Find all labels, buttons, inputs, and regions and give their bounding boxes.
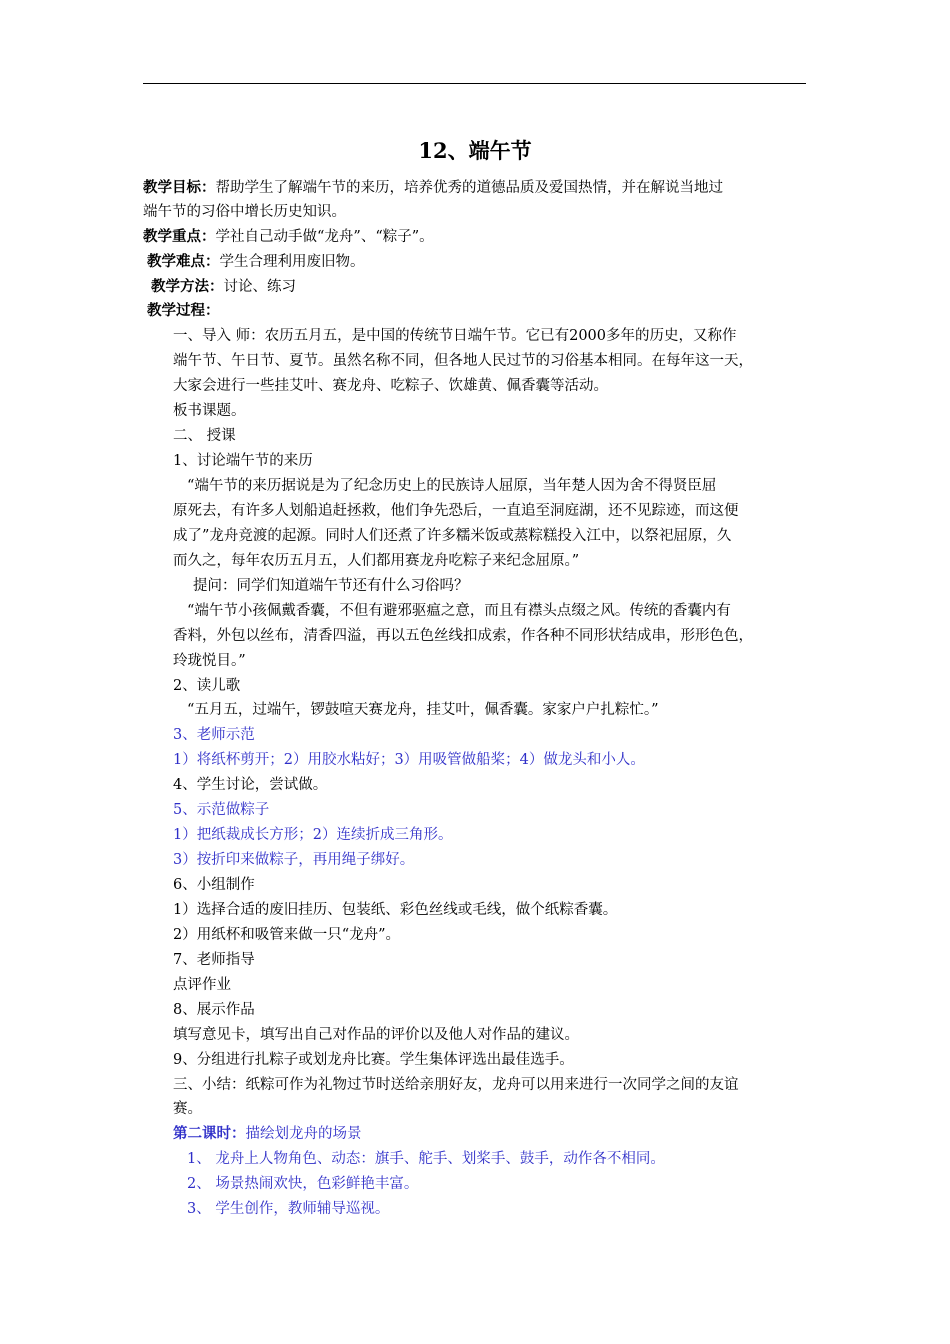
- lesson2-line: [173, 1124, 362, 1144]
- lesson2-text: 描绘划龙舟的场景: [245, 1126, 362, 1142]
- focus-text: 学社自己动手做“龙舟”、“粽子”。: [215, 229, 434, 245]
- method-label: 教学方法：: [151, 278, 224, 295]
- lesson2-label: 第二课时：: [173, 1125, 246, 1142]
- lesson2-item: 1、 龙舟上人物角色、动态：旗手、舵手、划桨手、鼓手，动作各不相同。: [187, 1151, 665, 1167]
- goal-line-2: 端午节的习俗中增长历史知识。: [143, 204, 346, 220]
- song-title: 2、读儿歌: [173, 678, 241, 694]
- intro-line: 二、 授课: [173, 428, 236, 444]
- step-line: 1）选择合适的废旧挂历、包装纸、彩色丝线或毛线，做个纸粽香囊。: [173, 902, 618, 918]
- lesson2-item: 2、 场景热闹欢快，色彩鲜艳丰富。: [187, 1176, 419, 1192]
- sachet-line: “端午节小孩佩戴香囊，不但有避邪驱瘟之意，而且有襟头点缀之风。传统的香囊内有: [187, 603, 731, 619]
- difficulty-label: 教学难点：: [147, 253, 220, 270]
- intro-line: 板书课题。: [173, 403, 246, 419]
- sachet-line: 玲珑悦目。”: [173, 653, 246, 669]
- step-line: 三、小结：纸粽可作为礼物过节时送给亲朋好友，龙舟可以用来进行一次同学之间的友谊: [173, 1077, 739, 1093]
- intro-line: 端午节、午日节、夏节。虽然名称不同，但各地人民过节的习俗基本相同。在每年这一天，: [173, 353, 753, 369]
- lesson2-item: 3、 学生创作，教师辅导巡视。: [187, 1201, 390, 1217]
- story-line: 而久之，每年农历五月五，人们都用赛龙舟吃粽子来纪念屈原。”: [173, 553, 580, 569]
- step-line: 7、老师指导: [173, 952, 255, 968]
- story-line: 原死去，有许多人划船追赶拯救，他们争先恐后，一直追至洞庭湖，还不见踪迹，而这便: [173, 503, 739, 519]
- method-text: 讨论、练习: [223, 279, 296, 295]
- step-line: 1）将纸杯剪开；2）用胶水粘好；3）用吸管做船桨；4）做龙头和小人。: [173, 752, 645, 768]
- story-line: 成了”龙舟竞渡的起源。同时人们还煮了许多糯米饭或蒸粽糕投入江中，以祭祀屈原，久: [173, 528, 732, 544]
- page-title: 12、端午节: [418, 138, 532, 163]
- focus-line: [143, 227, 434, 247]
- intro-line: 大家会进行一些挂艾叶、赛龙舟、吃粽子、饮雄黄、佩香囊等活动。: [173, 378, 608, 394]
- intro-line: 1、讨论端午节的来历: [173, 453, 313, 469]
- goal-label: 教学目标：: [143, 179, 216, 196]
- focus-label: 教学重点：: [143, 228, 216, 245]
- step-line: 3）按折印来做粽子，再用绳子绑好。: [173, 852, 415, 868]
- goal-text-1: 帮助学生了解端午节的来历，培养优秀的道德品质及爱国热情，并在解说当地过: [215, 180, 723, 196]
- step-line: 5、示范做粽子: [173, 802, 270, 818]
- question-line: 提问：同学们知道端午节还有什么习俗吗？: [193, 578, 469, 594]
- difficulty-text: 学生合理利用废旧物。: [219, 254, 365, 270]
- step-line: 4、学生讨论，尝试做。: [173, 777, 328, 793]
- step-line: 赛。: [173, 1101, 202, 1117]
- header-rule: [143, 83, 806, 84]
- step-line: 点评作业: [173, 977, 231, 993]
- step-line: 2）用纸杯和吸管来做一只“龙舟”。: [173, 927, 401, 943]
- difficulty-line: [147, 252, 365, 272]
- step-line: 8、展示作品: [173, 1002, 255, 1018]
- step-line: 1）把纸裁成长方形；2）连续折成三角形。: [173, 827, 453, 843]
- step-line: 9、分组进行扎粽子或划龙舟比赛。学生集体评选出最佳选手。: [173, 1052, 574, 1068]
- sachet-line: 香料，外包以丝布，清香四溢，再以五色丝线扣成索，作各种不同形状结成串，形形色色，: [173, 628, 753, 644]
- process-label: 教学过程：: [147, 302, 220, 319]
- song-text: “五月五，过端午，锣鼓喧天赛龙舟，挂艾叶，佩香囊。家家户户扎粽忙。”: [187, 702, 659, 718]
- step-line: 6、小组制作: [173, 877, 255, 893]
- story-line: “端午节的来历据说是为了纪念历史上的民族诗人屈原，当年楚人因为舍不得贤臣屈: [187, 478, 717, 494]
- step-line: 填写意见卡，填写出自己对作品的评价以及他人对作品的建议。: [173, 1027, 579, 1043]
- goal-line-1: [143, 178, 723, 198]
- step-line: 3、老师示范: [173, 727, 255, 743]
- method-line: [151, 277, 296, 297]
- intro-line: 一、导入 师：农历五月五，是中国的传统节日端午节。它已有2000多年的历史，又称作: [173, 328, 737, 344]
